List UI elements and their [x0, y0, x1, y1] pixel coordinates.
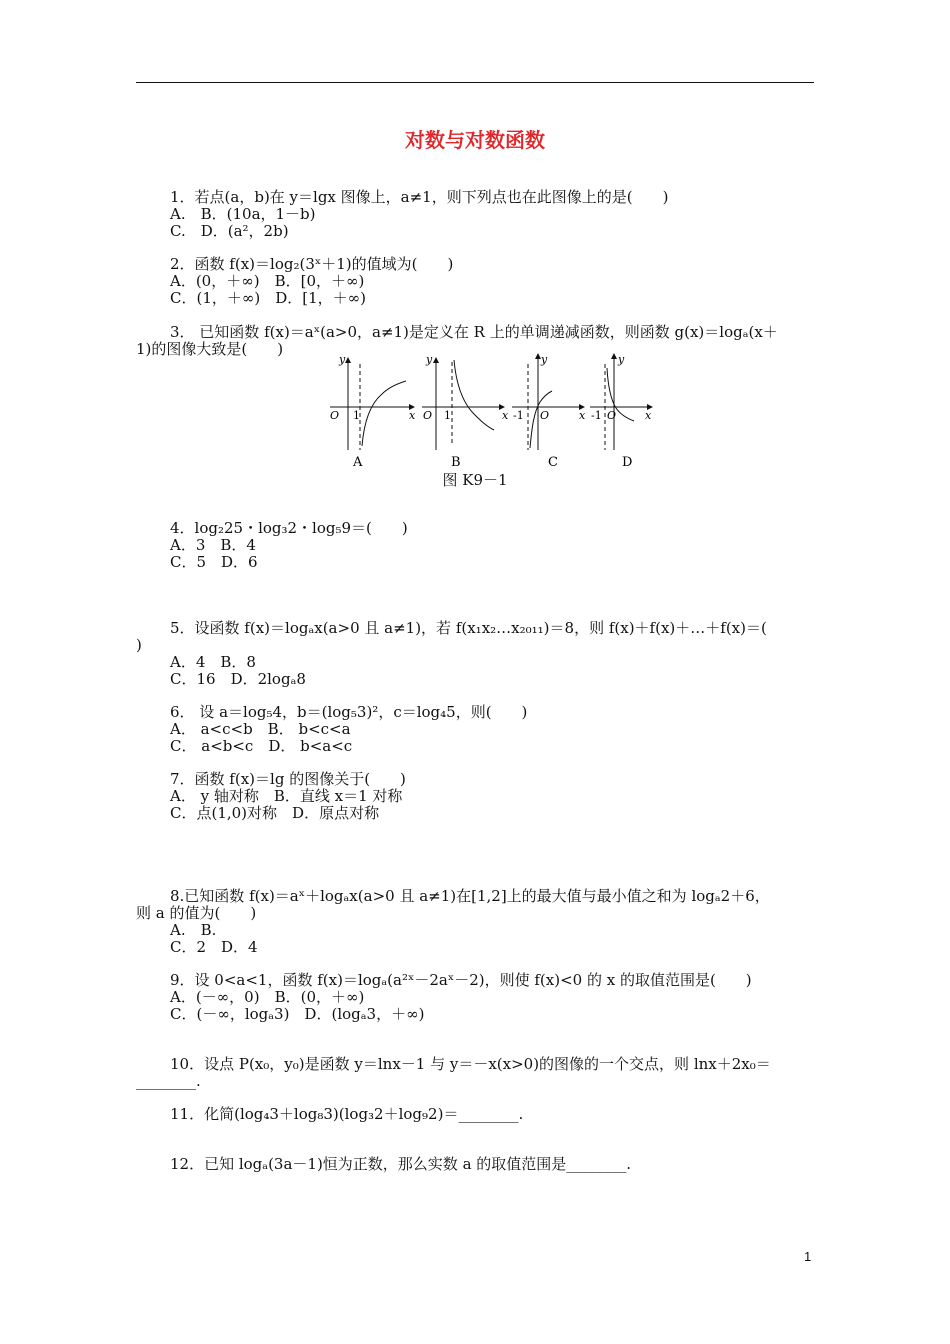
question-6-stem: 6． 设 a＝log₅4，b＝(log₅3)²，c＝log₄5，则( ) [170, 703, 528, 721]
question-1-stem: 1．若点(a，b)在 y＝lgx 图像上，a≠1，则下列点也在此图像上的是( ) [170, 188, 669, 206]
graph-b-x-label: x [502, 409, 509, 422]
graph-c [512, 353, 586, 470]
question-1-options-ab: A. B．(10a，1－b) [170, 205, 316, 223]
question-9-options-ab: A．(－∞，0) B．(0，＋∞) [170, 988, 365, 1006]
graph-a-origin: O [330, 409, 340, 422]
question-6-options-cd: C． a<b<c D． b<a<c [170, 737, 353, 755]
graph-a-y-label: y [339, 353, 346, 366]
question-3-stem-line1: 3． 已知函数 f(x)＝aˣ(a>0，a≠1)是定义在 R 上的单调递减函数，则函数 g(x)＝logₐ(x＋ [170, 323, 778, 341]
question-10-stem-line2: ________. [136, 1072, 201, 1090]
graph-d-y-label: y [618, 353, 625, 366]
graph-b-y-label: y [426, 353, 433, 366]
graph-d-tick: -1 [591, 409, 602, 422]
question-5-stem-line1: 5．设函数 f(x)＝logₐx(a>0 且 a≠1)，若 f(x₁x₂…x₂₀₁₁)＝8，则 f(x)＋f(x)＋…＋f(x)＝( [170, 619, 767, 637]
graph-b-tick: 1 [444, 409, 451, 422]
graph-c-tick: -1 [513, 409, 524, 422]
question-12-stem: 12．已知 logₐ(3a－1)恒为正数，那么实数 a 的取值范围是________. [170, 1155, 632, 1173]
graph-c-origin: O [540, 409, 550, 422]
page-number: 1 [804, 1249, 812, 1264]
graph-d-label: D [622, 455, 633, 470]
graph-b [422, 353, 509, 470]
graph-a-x-label: x [409, 409, 416, 422]
graph-b-origin: O [423, 409, 433, 422]
graph-b-label: B [451, 455, 461, 470]
question-4-options-cd: C．5 D．6 [170, 553, 258, 571]
question-4-options-ab: A．3 B．4 [170, 536, 256, 554]
graph-d-origin: O [607, 409, 617, 422]
figure-caption: 图 K9－1 [442, 471, 508, 489]
question-3-stem-line2: 1)的图像大致是( ) [136, 340, 284, 358]
question-8-stem-line2: 则 a 的值为( ) [136, 904, 257, 922]
question-1-options-cd: C. D．(a²，2b) [170, 222, 289, 240]
question-10-stem-line1: 10．设点 P(x₀，y₀)是函数 y＝lnx－1 与 y＝－x(x>0)的图像的一个交点，则 lnx＋2x₀＝ [170, 1055, 771, 1073]
question-9-stem: 9．设 0<a<1，函数 f(x)＝logₐ(a²ˣ－2aˣ－2)，则使 f(x)<0 的 x 的取值范围是( ) [170, 971, 752, 989]
question-8-options-cd: C．2 D．4 [170, 938, 258, 956]
question-7-options-cd: C．点(1,0)对称 D．原点对称 [170, 804, 380, 822]
question-2-options-ab: A．(0，＋∞) B．[0，＋∞) [170, 272, 365, 290]
question-11-stem: 11．化简(log₄3＋log₈3)(log₃2＋log₉2)＝________. [170, 1105, 524, 1123]
graph-c-label: C [548, 455, 558, 470]
question-5-options-cd: C．16 D．2logₐ8 [170, 670, 306, 688]
question-7-stem: 7．函数 f(x)＝lg 的图像关于( ) [170, 770, 406, 788]
graph-a-tick: 1 [353, 409, 360, 422]
question-9-options-cd: C．(－∞，logₐ3) D．(logₐ3，＋∞) [170, 1005, 425, 1023]
question-2-options-cd: C．(1，＋∞) D．[1，＋∞) [170, 289, 366, 307]
question-8-stem-line1: 8.已知函数 f(x)＝aˣ＋logₐx(a>0 且 a≠1)在[1,2]上的最大值与最小值之和为 logₐ2＋6， [170, 887, 770, 905]
question-7-options-ab: A． y 轴对称 B．直线 x＝1 对称 [170, 787, 403, 805]
page-title: 对数与对数函数 [405, 128, 545, 152]
graph-a-label: A [353, 455, 363, 470]
question-5-stem-line2: ) [136, 636, 142, 654]
graph-d-x-label: x [645, 409, 652, 422]
question-8-options-ab: A. B. [170, 921, 217, 939]
question-5-options-ab: A．4 B．8 [170, 653, 256, 671]
graph-c-y-label: y [541, 353, 548, 366]
question-6-options-ab: A． a<c<b B． b<c<a [170, 720, 351, 738]
question-2-stem: 2．函数 f(x)＝log₂(3ˣ＋1)的值域为( ) [170, 255, 454, 273]
graph-c-x-label: x [579, 409, 586, 422]
header-rule [136, 82, 814, 83]
graph-d [590, 353, 652, 470]
question-4-stem: 4．log₂25・log₃2・log₅9＝( ) [170, 519, 408, 537]
graph-a [330, 353, 416, 470]
